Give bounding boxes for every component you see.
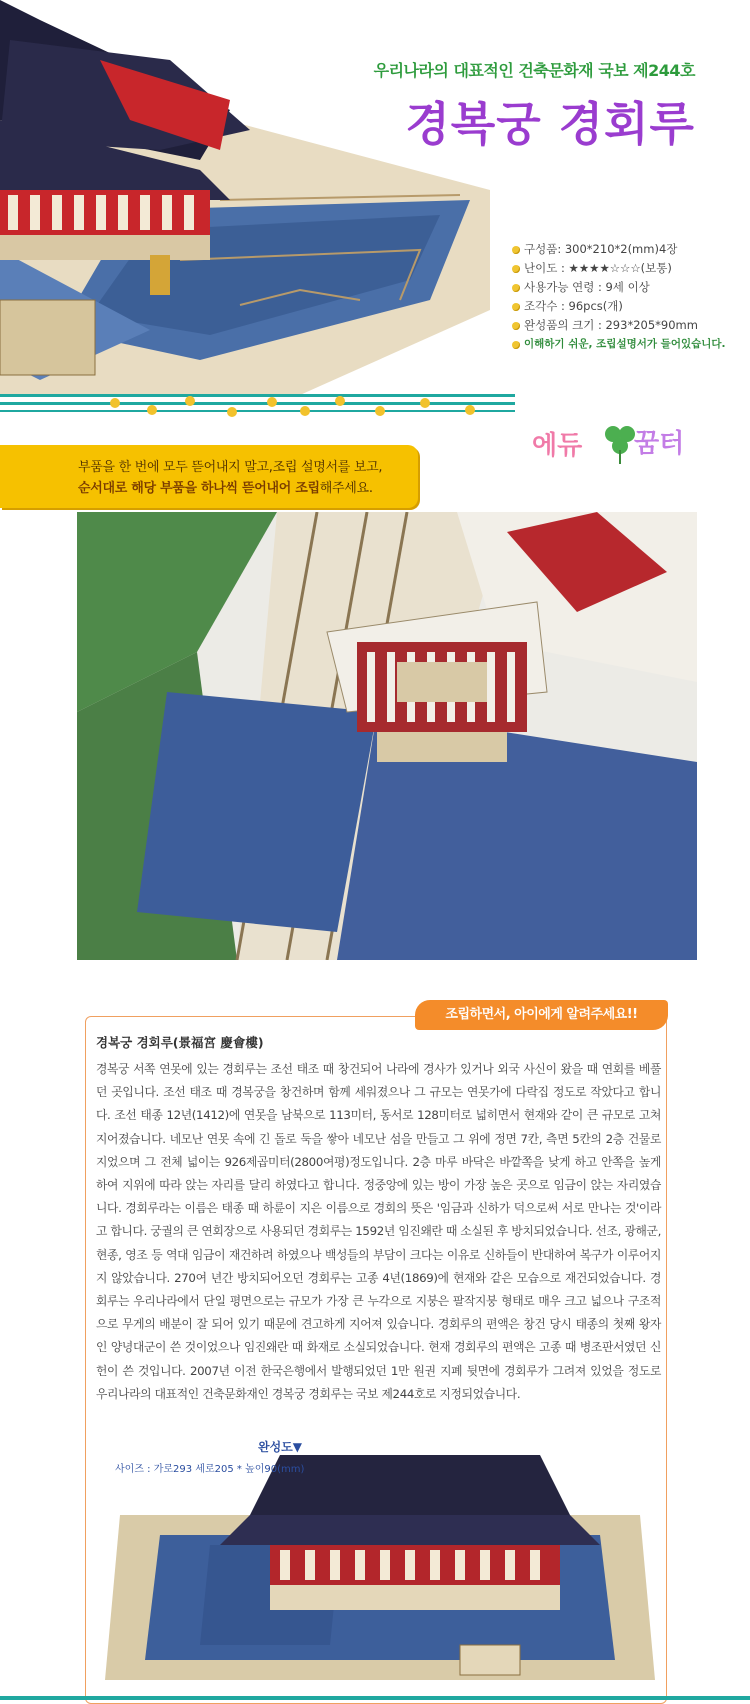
spec-item [512, 297, 726, 316]
spec-label: 구성품: 300*210*2(mm)4장 [524, 242, 678, 256]
notice-highlight: 순서대로 해당 부품을 하나씩 뜯어내어 조립 [78, 481, 320, 496]
page-title: 경복궁 경회루 [405, 97, 695, 151]
finished-model-image [100, 1455, 660, 1690]
svg-text:에듀: 에듀 [532, 431, 583, 461]
spec-item [512, 240, 726, 259]
spec-label: 조각수 : 96pcs(개) [524, 299, 623, 313]
bullet-icon [512, 341, 520, 349]
spec-list [512, 240, 726, 354]
bullet-icon [512, 246, 520, 254]
spec-item [512, 278, 726, 297]
decorative-stripes [0, 392, 515, 420]
spec-item [512, 316, 726, 335]
spec-label: 이해하기 쉬운, 조립설명서가 들어있습니다. [524, 338, 726, 350]
notice-line-1: 부품을 한 번에 모두 뜯어내지 말고,조립 설명서를 보고, [78, 460, 383, 475]
spec-label: 완성품의 크기 : 293*205*90mm [524, 318, 698, 332]
spec-label: 사용가능 연령 : 9세 이상 [524, 280, 650, 294]
bullet-icon [512, 322, 520, 330]
spec-label: 난이도 : ★★★★☆☆☆(보통) [524, 261, 672, 275]
bullet-icon [512, 284, 520, 292]
assembly-notice [0, 445, 418, 508]
svg-text:꿈터: 꿈터 [634, 429, 685, 459]
bullet-icon [512, 265, 520, 273]
assembly-progress-image [77, 512, 697, 960]
description-heading: 경복궁 경회루(景福宮 慶會樓) [96, 1035, 264, 1050]
finished-label: 완성도▼ [258, 1440, 303, 1454]
spec-item [512, 259, 726, 278]
bullet-icon [512, 303, 520, 311]
spec-item-note [512, 335, 726, 354]
finished-size: 사이즈 : 가로293 세로205 * 높이90(mm) [115, 1464, 305, 1475]
description-banner: 조립하면서, 아이에게 알려주세요!! [415, 1000, 668, 1030]
description-body: 경복궁 서쪽 연못에 있는 경회루는 조선 태조 때 창건되어 나라에 경사가 있거나 외국 사신이 왔을 때 연회를 베풀던 곳입니다. 조선 태조 때 경복궁을 창건하며 함께 세워졌으나 그 규모는 연못가에 다락집 정도로 작았다고 합니다. 조선 태종 12년(1412)에 연못을 남북으로 113미터, 동서로 128미터로 넓히면서 현재와 같이 큰 규모로 고쳐 지어졌습니다. 네모난 연못 속에 긴 돌로 둑을 쌓아 네모난 섬을 만들고 그 위에 정면 7칸, 측면 5칸의 2층 건물로 지었으며 그 전체 넓이는 926제곱미터(2800여평)정도입니다. 2층 마루 바닥은 바깥쪽을 낮게 하고 안쪽을 높게 하여 지위에 따라 앉는 자리를 달리 하였다고 합니다. 정중앙에 있는 방이 가장 높은 곳으로 임금이 앉는 자리였습니다. 경회루라는 이름은 태종 때 하륜이 지은 이름으로 경회의 뜻은 '임금과 신하가 덕으로써 서로 만나는 것'이라고 합니다. 궁궐의 큰 연회장으로 사용되던 경회루는 1592년 임진왜란 때 소실된 후 방치되었습니다. 선조, 광해군, 현종, 영조 등 역대 임금이 재건하려 하였으나 백성들의 부담이 크다는 이유로 신하들이 반대하여 복구가 이루어지지 않았습니다. 270여 년간 방치되어오던 경회루는 고종 4년(1869)에 현재와 같은 모습으로 재건되었습니다. 경회루는 우리나라에서 단일 평면으로는 규모가 가장 큰 누각으로 지붕은 팔작지붕 형태로 매우 크고 넓으나 구조적으로 무게의 배분이 잘 되어 있기 때문에 견고하게 지어져 있습니다. 경회루의 편액은 창건 당시 태종의 첫째 왕자인 양녕대군이 쓴 것이었으나 임진왜란 때 화재로 소실되었습니다. 현재 경회루의 편액은 고종 때 병조판서였던 신헌이 쓴 것입니다. 2007년 이전 한국은행에서 발행되었던 1만 원권 지폐 뒷면에 경회루가 그려져 있었을 정도로 우리나라의 대표적인 건축문화재인 경복궁 경회루는 국보 제244호로 지정되었습니다. [96, 1062, 661, 1401]
subtitle: 우리나라의 대표적인 건축문화재 국보 제244호 [373, 61, 695, 80]
bottom-divider [0, 1696, 750, 1700]
notice-rest: 해주세요. [319, 481, 373, 496]
edukkumteo-logo [528, 412, 703, 472]
notice-line-2 [78, 478, 408, 499]
